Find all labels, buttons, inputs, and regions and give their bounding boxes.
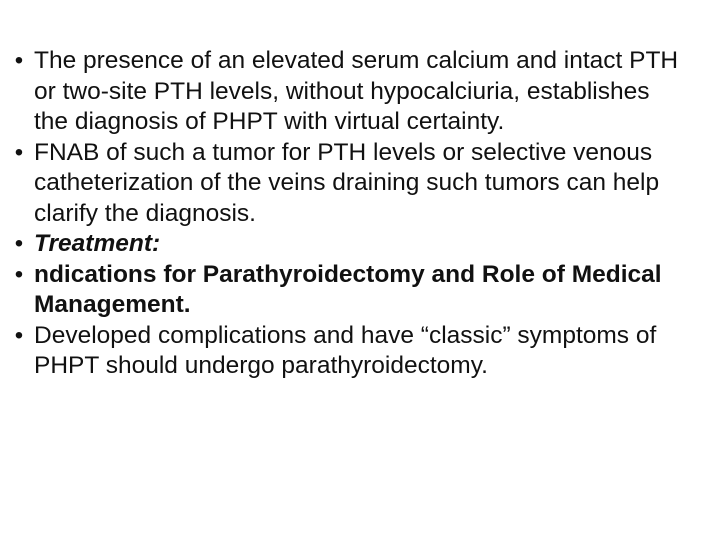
bullet-marker: •	[14, 260, 24, 288]
bullet-text-indications-heading: ndications for Parathyroidectomy and Role of Medical Management.	[34, 260, 662, 318]
bullet-item-treatment	[10, 229, 690, 260]
bullet-text-treatment-heading: Treatment:	[34, 230, 161, 257]
bullet-list	[10, 46, 690, 382]
bullet-item-complications	[10, 321, 690, 382]
bullet-text: The presence of an elevated serum calcium and intact PTH or two-site PTH levels, without hypocalciuria, establishes the diagnosis of PHPT with virtual certainty.	[34, 47, 679, 135]
bullet-item-fnab	[10, 138, 690, 230]
bullet-text: FNAB of such a tumor for PTH levels or selective venous catheterization of the veins draining such tumors can help clarify the diagnosis.	[34, 138, 660, 227]
bullet-text: Developed complications and have “classic” symptoms of PHPT should undergo parathyroidectomy.	[34, 321, 657, 379]
bullet-item-diagnosis	[10, 46, 690, 138]
bullet-marker: •	[14, 321, 24, 349]
bullet-marker: •	[14, 230, 24, 257]
bullet-marker: •	[14, 138, 24, 166]
bullet-marker: •	[14, 47, 24, 74]
bullet-item-indications	[10, 260, 690, 321]
